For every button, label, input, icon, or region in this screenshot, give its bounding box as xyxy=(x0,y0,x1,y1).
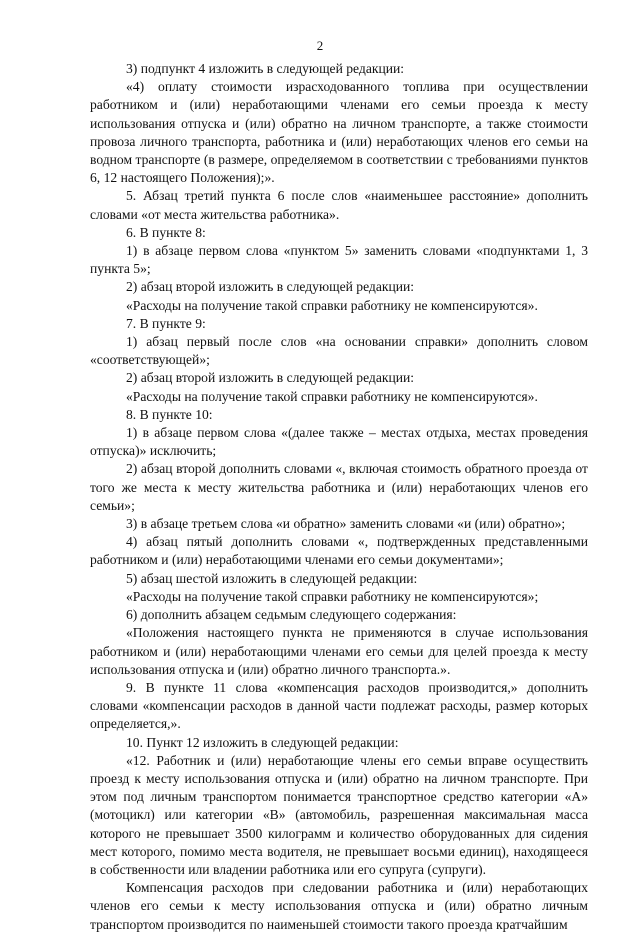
paragraph-item-10-heading: 10. Пункт 12 изложить в следующей редакции: xyxy=(126,734,399,750)
paragraph-item-6-quote: «Расходы на получение такой справки работнику не компенсируются». xyxy=(126,297,538,313)
paragraph-item-6-sub-1: 1) в абзаце первом слова «пунктом 5» заменить словами «подпунктами 1, 3 пункта 5»; xyxy=(90,243,588,277)
paragraph-item-9: 9. В пункте 11 слова «компенсация расходов производится,» дополнить словами «компенсации расходов в данной части подлежат расходы, размер которых определяется,». xyxy=(90,679,588,732)
paragraph-item-5: 5. Абзац третий пункта 6 после слов «наименьшее расстояние» дополнить словами «от места жительства работника». xyxy=(90,188,588,222)
document-body xyxy=(90,60,588,934)
paragraph-item-7-quote: «Расходы на получение такой справки работнику не компенсируются». xyxy=(126,388,538,404)
paragraph-item-8-quote-2: «Положения настоящего пункта не применяются в случае использования работником и (или) неработающими членами его семьи для целей проезда к месту использования отпуска и (или) обратно личного транспорта.». xyxy=(90,625,588,677)
paragraph-subitem-3-heading: 3) подпункт 4 изложить в следующей редакции: xyxy=(126,61,405,76)
paragraph-item-8-sub-3: 3) в абзаце третьем слова «и обратно» заменить словами «и (или) обратно»; xyxy=(126,516,566,532)
paragraph-compensation: Компенсация расходов при следовании работника и (или) неработающих членов его семьи к месту использования отпуска и (или) обратно личным транспортом производится по наименьшей стоимости такого проезда кратчайшим xyxy=(90,880,588,932)
paragraph-item-7-sub-1: 1) абзац первый после слов «на основании справки» дополнить словом «соответствующей»; xyxy=(90,334,588,368)
paragraph-item-6-sub-2: 2) абзац второй изложить в следующей редакции: xyxy=(126,279,415,295)
page-number: 2 xyxy=(316,38,324,53)
paragraph-item-8-sub-6: 6) дополнить абзацем седьмым следующего содержания: xyxy=(126,607,457,623)
paragraph-item-8-heading: 8. В пункте 10: xyxy=(126,406,213,422)
paragraph-item-8-quote-1: «Расходы на получение такой справки работнику не компенсируются»; xyxy=(126,588,539,604)
paragraph-item-7-sub-2: 2) абзац второй изложить в следующей редакции: xyxy=(126,370,415,386)
paragraph-subitem-4-text: «4) оплату стоимости израсходованного топлива при осуществлении работником и (или) неработающими членами его семьи проезда к месту использования отпуска и (или) обратно на личном транспорте, а также стоимости провоза личного транспорта, работника и (или) неработающих членов его семьи на водном транспорте (в размере, определяемом в соответствии с требованиями пунктов 6, 12 настоящего Положения);». xyxy=(90,79,588,186)
paragraph-item-6-heading: 6. В пункте 8: xyxy=(126,224,206,240)
paragraph-item-8-sub-1: 1) в абзаце первом слова «(далее также – местах отдыха, местах проведения отпуска)» исключить; xyxy=(90,425,588,459)
paragraph-item-8-sub-5: 5) абзац шестой изложить в следующей редакции: xyxy=(126,570,418,586)
paragraph-item-8-sub-4: 4) абзац пятый дополнить словами «, подтвержденных представленными работником и (или) неработающими членами его семьи документами»; xyxy=(90,534,588,568)
paragraph-item-10-quote: «12. Работник и (или) неработающие члены его семьи вправе осуществить проезд к месту использования отпуска и (или) обратно на личном транспорте. При этом под личным транспортом понимается транспортное средство категории «A» (мотоцикл) или категории «B» (автомобиль, разрешенная максимальная масса которого не превышает 3500 килограмм и количество оборудованных для сидения мест которого, помимо места водителя, не превышает восьми единиц), находящееся в собственности или владении работника или его супруга (супруги). xyxy=(90,752,588,877)
paragraph-item-8-sub-2: 2) абзац второй дополнить словами «, включая стоимость обратного проезда от того же места к месту жительства работника и (или) неработающих членов его семьи»; xyxy=(90,461,588,513)
paragraph-item-7-heading: 7. В пункте 9: xyxy=(126,315,206,331)
